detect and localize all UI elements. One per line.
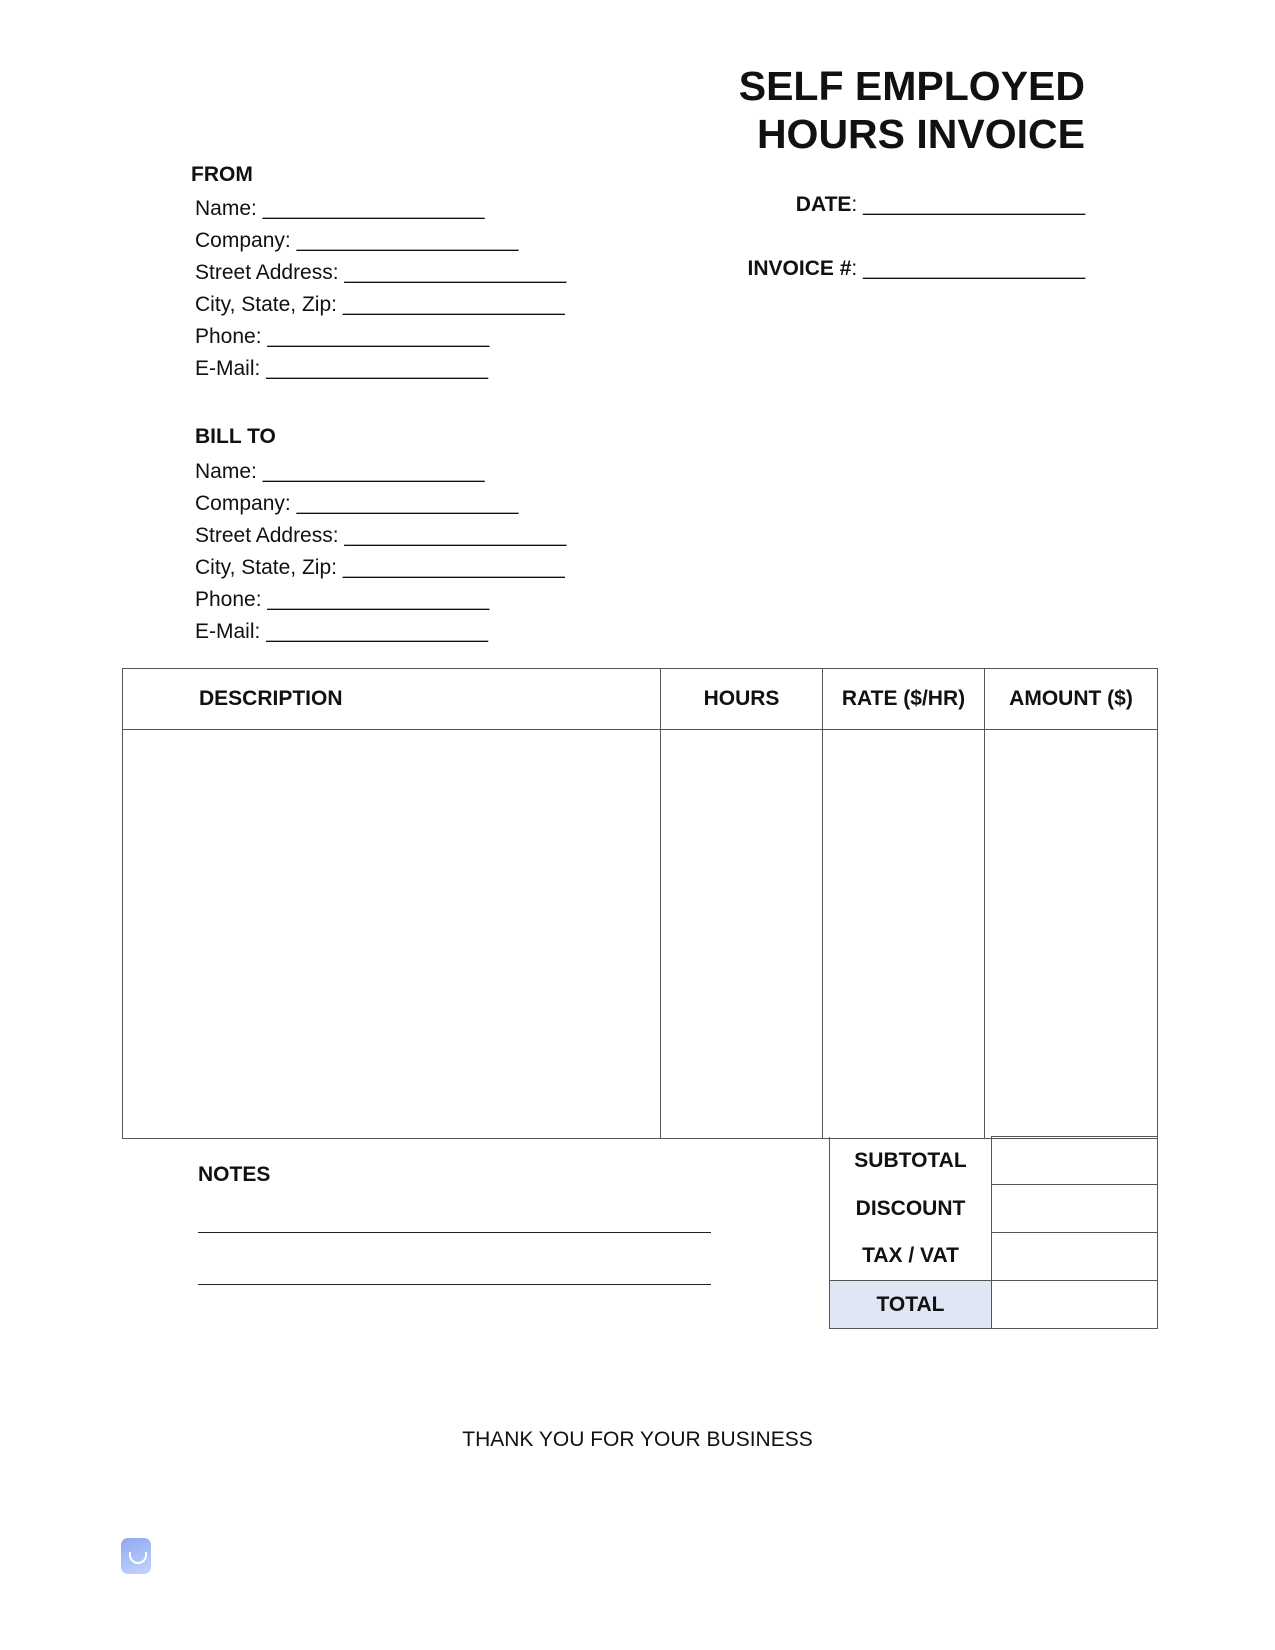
table-header-row <box>123 669 1158 730</box>
field-blank[interactable]: ___________________ <box>267 588 490 611</box>
field-blank[interactable]: ___________________ <box>266 357 489 380</box>
bill-to-heading: BILL TO <box>195 425 276 448</box>
field-blank[interactable]: ___________________ <box>344 261 567 284</box>
field-label: Name: <box>195 197 257 220</box>
field-blank[interactable]: ___________________ <box>342 556 565 579</box>
tax-row <box>830 1233 1158 1281</box>
field-label: Phone: <box>195 325 262 348</box>
amount-cell[interactable] <box>985 730 1158 1139</box>
from-email-field[interactable] <box>195 357 488 381</box>
brand-logo-icon <box>121 1538 151 1574</box>
notes-line-2[interactable] <box>198 1284 711 1285</box>
bill-company-field[interactable] <box>195 492 518 516</box>
from-street-field[interactable] <box>195 261 566 285</box>
bill-street-field[interactable] <box>195 524 566 548</box>
subtotal-value[interactable] <box>992 1137 1158 1185</box>
notes-heading: NOTES <box>198 1163 271 1186</box>
title-line-1: SELF EMPLOYED <box>738 63 1085 109</box>
invoice-number-field[interactable] <box>748 257 1085 281</box>
date-blank[interactable]: ___________________ <box>863 193 1085 216</box>
field-blank[interactable]: ___________________ <box>262 197 485 220</box>
invoice-number-label: INVOICE # <box>747 257 852 280</box>
description-cell[interactable] <box>123 730 661 1139</box>
field-blank[interactable]: ___________________ <box>267 325 490 348</box>
from-city-field[interactable] <box>195 293 565 317</box>
from-name-field[interactable] <box>195 197 485 221</box>
field-label: Name: <box>195 460 257 483</box>
title-line-2: HOURS INVOICE <box>756 111 1085 157</box>
invoice-title <box>739 62 1085 158</box>
total-value[interactable] <box>992 1281 1158 1329</box>
subtotal-row <box>830 1137 1158 1185</box>
discount-row <box>830 1185 1158 1233</box>
invoice-colon: : <box>851 257 858 280</box>
tax-label: TAX / VAT <box>830 1233 992 1281</box>
date-label: DATE <box>795 193 852 216</box>
field-label: City, State, Zip: <box>195 556 337 579</box>
field-blank[interactable]: ___________________ <box>262 460 485 483</box>
header-amount: AMOUNT ($) <box>985 669 1158 730</box>
header-rate: RATE ($/HR) <box>823 669 985 730</box>
field-label: E-Mail: <box>195 620 261 643</box>
field-label: Company: <box>195 229 291 252</box>
thank-you-message: THANK YOU FOR YOUR BUSINESS <box>462 1428 813 1451</box>
header-hours: HOURS <box>661 669 823 730</box>
subtotal-label: SUBTOTAL <box>830 1137 992 1185</box>
bill-city-field[interactable] <box>195 556 565 580</box>
total-label: TOTAL <box>830 1281 992 1329</box>
field-label: Street Address: <box>195 524 339 547</box>
from-company-field[interactable] <box>195 229 518 253</box>
rate-cell[interactable] <box>823 730 985 1139</box>
totals-table <box>829 1136 1158 1329</box>
tax-value[interactable] <box>992 1233 1158 1281</box>
table-row <box>123 730 1158 1139</box>
notes-line-1[interactable] <box>198 1232 711 1233</box>
field-label: City, State, Zip: <box>195 293 337 316</box>
field-blank[interactable]: ___________________ <box>266 620 489 643</box>
date-field[interactable] <box>796 193 1085 217</box>
header-description: DESCRIPTION <box>123 669 661 730</box>
total-row <box>830 1281 1158 1329</box>
bill-email-field[interactable] <box>195 620 488 644</box>
field-label: Phone: <box>195 588 262 611</box>
field-label: E-Mail: <box>195 357 261 380</box>
field-blank[interactable]: ___________________ <box>296 492 519 515</box>
field-blank[interactable]: ___________________ <box>342 293 565 316</box>
line-items-table <box>122 668 1158 1139</box>
discount-value[interactable] <box>992 1185 1158 1233</box>
bill-phone-field[interactable] <box>195 588 489 612</box>
field-blank[interactable]: ___________________ <box>344 524 567 547</box>
field-blank[interactable]: ___________________ <box>296 229 519 252</box>
from-phone-field[interactable] <box>195 325 489 349</box>
date-colon: : <box>851 193 858 216</box>
invoice-number-blank[interactable]: ___________________ <box>863 257 1085 280</box>
bill-name-field[interactable] <box>195 460 485 484</box>
discount-label: DISCOUNT <box>830 1185 992 1233</box>
field-label: Street Address: <box>195 261 339 284</box>
from-heading: FROM <box>191 163 253 186</box>
hours-cell[interactable] <box>661 730 823 1139</box>
field-label: Company: <box>195 492 291 515</box>
